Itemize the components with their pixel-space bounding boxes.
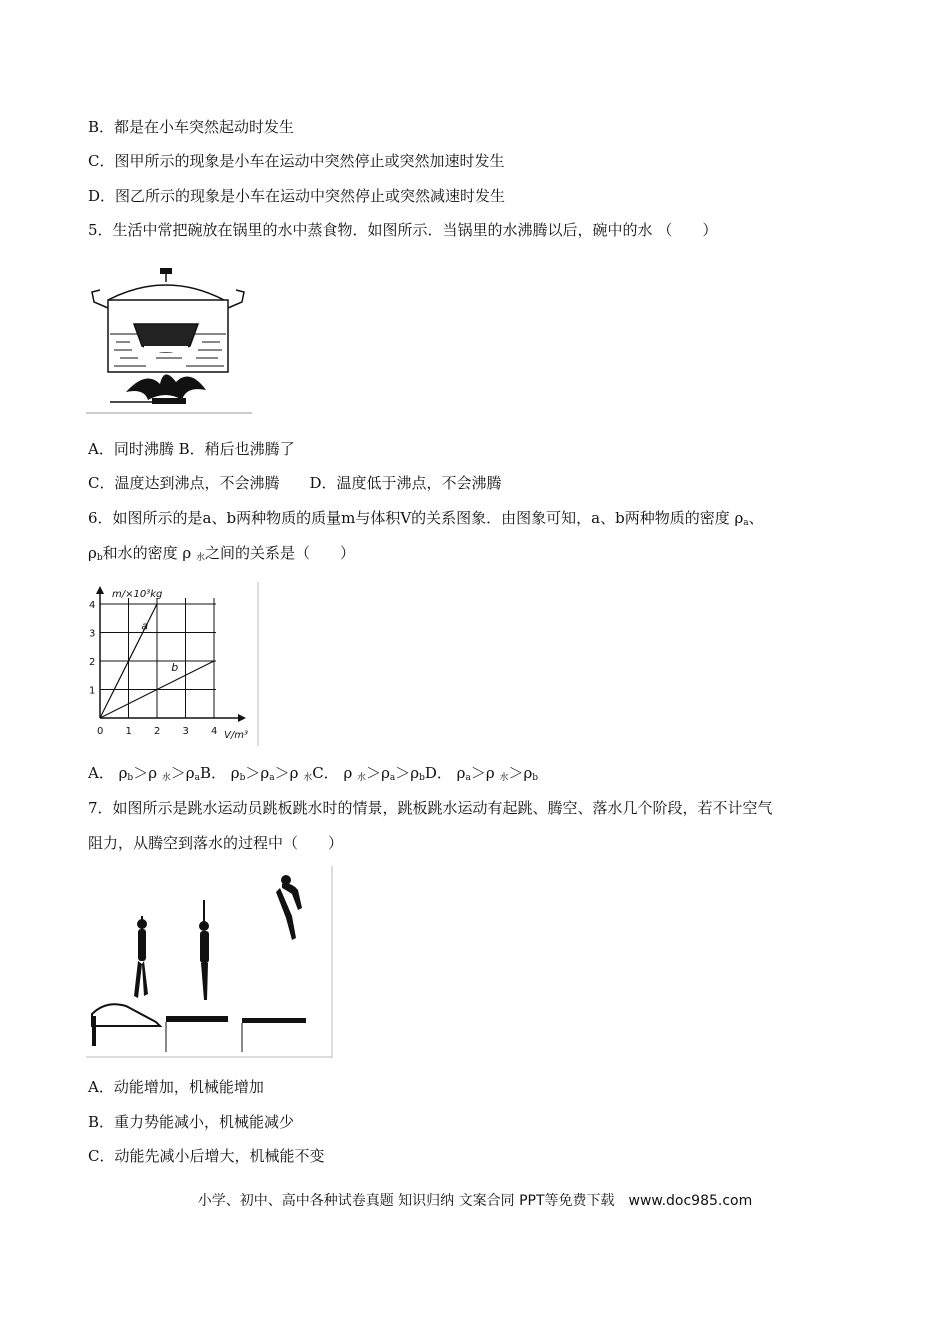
chart-x-axis-label: V/m³	[224, 730, 248, 741]
x-tick-label: 4	[211, 726, 218, 737]
chart-y-axis-label: m/×10³kg	[112, 589, 163, 600]
y-tick-label: 4	[89, 600, 96, 611]
q7-option-a: A．动能增加，机械能增加	[88, 1078, 264, 1096]
q5-options-ab: A．同时沸腾 B．稍后也沸腾了	[88, 440, 295, 458]
x-tick-label: 3	[182, 726, 189, 737]
q4-option-d: D．图乙所示的现象是小车在运动中突然停止或突然减速时发生	[88, 187, 506, 205]
q6-stem-line1: 6．如图所示的是a、b两种物质的质量m与体积V的关系图象．由图象可知，a、b两种物质的密度 $\rho_a$、	[88, 509, 764, 528]
page-footer: 小学、初中、高中各种试卷真题 知识归纳 文案合同 PPT等免费下载 www.doc985.com	[197, 1193, 753, 1209]
q5-stem: 5．生活中常把碗放在锅里的水中蒸食物．如图所示．当锅里的水沸腾以后，碗中的水 （ ）	[88, 221, 718, 239]
q4-option-c: C．图甲所示的现象是小车在运动中突然停止或突然加速时发生	[88, 152, 505, 170]
q6-stem-line2: $\rho_b$和水的密度 ρ $_水$之间的关系是（ ）	[88, 544, 355, 563]
steamer-pot-figure	[86, 262, 252, 414]
x-tick-label: 0	[97, 726, 104, 737]
q7-stem-line2: 阻力，从腾空到落水的过程中（ ）	[88, 834, 344, 852]
q7-option-c: C．动能先减小后增大，机械能不变	[88, 1147, 325, 1165]
y-axis-arrow	[96, 586, 104, 594]
y-tick-label: 2	[89, 657, 96, 668]
series-label-a: a	[141, 619, 149, 633]
y-tick-label: 3	[89, 628, 96, 640]
q7-option-b: B．重力势能减小，机械能减少	[88, 1113, 295, 1131]
x-tick-label: 2	[154, 726, 161, 737]
diver-figure	[86, 866, 334, 1058]
mass-volume-chart	[86, 582, 262, 746]
series-label-b: b	[171, 660, 179, 674]
x-tick-label: 1	[125, 726, 132, 737]
y-tick-label: 1	[89, 685, 96, 697]
q7-stem-line1: 7．如图所示是跳水运动员跳板跳水时的情景，跳板跳水运动有起跳、腾空、落水几个阶段，若不计空气	[88, 799, 773, 817]
q4-option-b: B．都是在小车突然起动时发生	[88, 118, 295, 136]
x-axis-arrow	[238, 714, 246, 722]
q5-options-cd: C．温度达到沸点，不会沸腾 D．温度低于沸点，不会沸腾	[88, 474, 502, 492]
q6-options: A． $\rho_b>\rho$ $_水>\rho_aB$． $\rho_b>\rho_a>\rho$ $_水$C． ρ $_水>\rho_a>\rho_bD$． $\rho_a>\rho$ $_水>\rho_b$	[88, 764, 539, 783]
